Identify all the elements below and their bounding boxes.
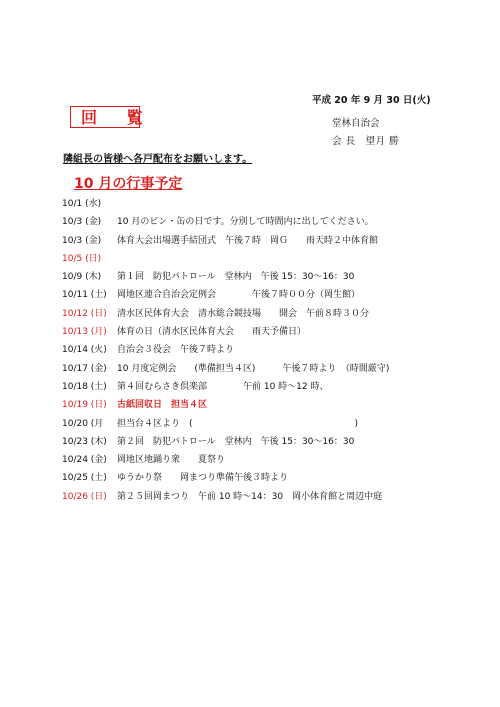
event-row — [62, 286, 472, 304]
event-date: 10/1 (水) — [62, 199, 102, 209]
distribution-notice: 隣組長の皆様へ各戸配布をお願いします。 — [63, 154, 253, 165]
event-row-holiday — [62, 488, 472, 506]
event-date: 10/23 (木) — [62, 436, 107, 447]
event-date: 10/25 (土) — [62, 473, 107, 484]
event-text: 古紙回収日 担当４区 — [117, 400, 208, 411]
document-date: 平成 20 年 9 月 30 日(火) — [312, 95, 431, 106]
organization-name: 堂林自治会 — [332, 118, 380, 129]
schedule-heading: 10 月の行事予定 — [74, 176, 183, 192]
event-date: 10/3 (金) — [62, 217, 102, 228]
event-date: 10/5 (日) — [62, 253, 102, 264]
event-date: 10/26 (日) — [62, 491, 107, 502]
event-date: 10/14 (火) — [62, 345, 107, 356]
event-text: 10 月のビン・缶の日です。分別して時間内に出してください。 — [117, 217, 374, 228]
event-row — [62, 232, 472, 250]
event-text: 第２５回岡まつり 午前 10 時〜14：30 岡小体育館と周辺中庭 — [117, 491, 383, 502]
event-text: 10 月度定例会 (準備担当４区) 午後７時より （時間厳守) — [117, 363, 390, 374]
event-row — [62, 451, 472, 469]
event-list — [62, 195, 472, 506]
event-text: 清水区民体育大会 清水総合競技場 開会 午前８時３０分 — [117, 308, 370, 319]
circular-stamp-label: 回 覧 — [70, 106, 140, 128]
event-row-holiday — [62, 323, 472, 341]
event-text: ゆうかり祭 岡まつり準備午後３時より — [117, 473, 289, 484]
event-date: 10/11 (土) — [62, 290, 107, 301]
event-row-holiday — [62, 305, 472, 323]
event-date: 10/20 (月 — [62, 418, 104, 429]
event-row-holiday — [62, 250, 472, 268]
event-date: 10/24 (金) — [62, 455, 107, 466]
event-row — [62, 268, 472, 286]
event-row — [62, 360, 472, 378]
event-date: 10/17 (金) — [62, 363, 107, 374]
event-date: 10/19 (日) — [62, 400, 107, 411]
event-row-holiday — [62, 396, 472, 414]
chairperson-name: 会 長 望月 勝 — [332, 136, 400, 147]
event-row — [62, 433, 472, 451]
event-text: 第４回むらさき倶楽部 午前 10 時〜12 時、 — [117, 381, 329, 392]
event-text: 第１回 防犯パトロール 堂林内 午後 15：30〜16：30 — [117, 272, 355, 283]
event-text: 体育大会出場選手結団式 午後７時 岡Ｇ 雨天時２中体育館 — [117, 235, 379, 246]
event-row — [62, 341, 472, 359]
event-date: 10/3 (金) — [62, 235, 102, 246]
event-text: 岡地区地踊り衆 夏祭り — [117, 455, 226, 466]
event-date: 10/13 (月) — [62, 327, 107, 338]
event-row — [62, 378, 472, 396]
event-date: 10/9 (木) — [62, 272, 102, 283]
event-text: 第２回 防犯パトロール 堂林内 午後 15：30〜16：30 — [117, 436, 355, 447]
event-text: 担当台４区より ( ) — [117, 418, 359, 429]
event-row — [62, 415, 472, 433]
event-text: 体育の日（清水区民体育大会 雨天予備日） — [117, 327, 307, 338]
event-date: 10/18 (土) — [62, 381, 107, 392]
event-text: 岡地区連合自治会定例会 午後７時００分（岡生館） — [117, 290, 361, 301]
event-row — [62, 195, 472, 213]
event-date: 10/12 (日) — [62, 308, 107, 319]
event-row — [62, 469, 472, 487]
event-row — [62, 213, 472, 231]
event-text: 自治会３役会 午後７時より — [117, 345, 235, 356]
